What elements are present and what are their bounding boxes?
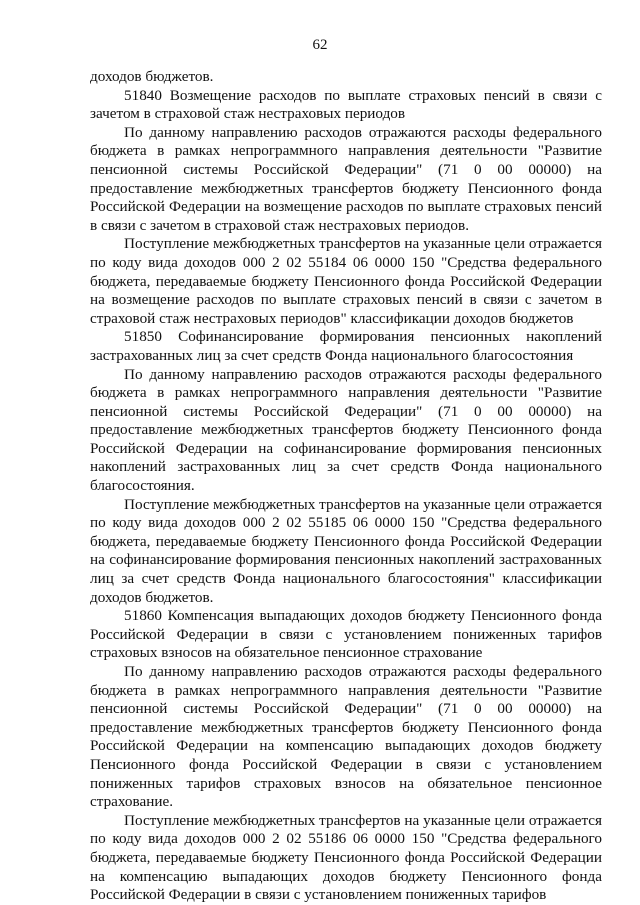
section-heading-51840: 51840 Возмещение расходов по выплате страховых пенсий в связи с зачетом в страховой стаж нестраховых периодов (90, 86, 602, 123)
document-body (90, 68, 602, 905)
paragraph-continuation: доходов бюджетов. (90, 68, 214, 85)
paragraph-51860-expenses: По данному направлению расходов отражаются расходы федерального бюджета в рамках непрограммного направления деятельности "Развитие пенсионной системы Российской Федерации" (71 0 00 00000) на предоставление межбюджетных трансфертов бюджету Пенсионного фонда Российской Федерации на компенсацию выпадающих доходов бюджету Пенсионного фонда Российской Федерации в связи с установлением пониженных тарифов страховых взносов на обязательное пенсионное страхование. (90, 663, 602, 811)
section-heading-51860: 51860 Компенсация выпадающих доходов бюджету Пенсионного фонда Российской Федерации в связи с установлением пониженных тарифов страховых взносов на обязательное пенсионное страхование (90, 607, 602, 662)
page-number: 62 (312, 37, 328, 53)
paragraph-51840-expenses: По данному направлению расходов отражаются расходы федерального бюджета в рамках непрограммного направления деятельности "Развитие пенсионной системы Российской Федерации" (71 0 00 00000) на предоставление межбюджетных трансфертов бюджету Пенсионного фонда Российской Федерации на возмещение расходов по выплате страховых пенсий в связи с зачетом в страховой стаж нестраховых периодов. (90, 123, 602, 234)
section-heading-51850: 51850 Софинансирование формирования пенсионных накоплений застрахованных лиц за счет средств Фонда национального благосостояния (90, 328, 602, 364)
paragraph-51840-revenue: Поступление межбюджетных трансфертов на указанные цели отражается по коду вида доходов 000 2 02 55184 06 0000 150 "Средства федерального бюджета, передаваемые бюджету Пенсионного фонда Российской Федерации на возмещение расходов по выплате страховых пенсий в связи с зачетом в страховой стаж нестраховых периодов" классификации доходов бюджетов (90, 235, 602, 327)
paragraph-51850-expenses: По данному направлению расходов отражаются расходы федерального бюджета в рамках непрограммного направления деятельности "Развитие пенсионной системы Российской Федерации" (71 0 00 00000) на предоставление межбюджетных трансфертов бюджету Пенсионного фонда Российской Федерации на софинансирование формирования пенсионных накоплений застрахованных лиц за счет средств Фонда национального благосостояния. (90, 365, 602, 495)
paragraph-51860-revenue: Поступление межбюджетных трансфертов на указанные цели отражается по коду вида доходов 000 2 02 55186 06 0000 150 "Средства федерального бюджета, передаваемые бюджету Пенсионного фонда Российской Федерации на компенсацию выпадающих доходов бюджету Пенсионного фонда Российской Федерации в связи с установлением пониженных тарифов (90, 811, 602, 904)
paragraph-51850-revenue: Поступление межбюджетных трансфертов на указанные цели отражается по коду вида доходов 000 2 02 55185 06 0000 150 "Средства федерального бюджета, передаваемые бюджету Пенсионного фонда Российской Федерации на софинансирование формирования пенсионных накоплений застрахованных лиц за счет средств Фонда национального благосостояния" классификации доходов бюджетов. (90, 495, 602, 606)
